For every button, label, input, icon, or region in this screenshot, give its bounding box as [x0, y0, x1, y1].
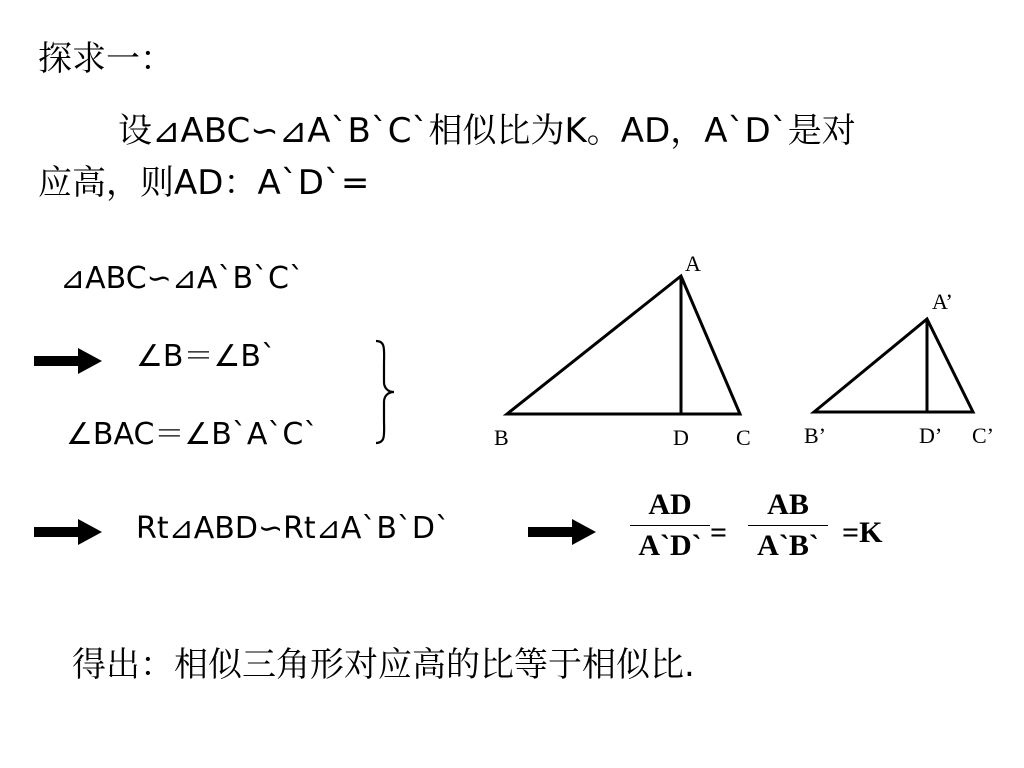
label-c-prime: C’: [972, 423, 994, 448]
label-b: B: [494, 425, 509, 450]
triangle-abc-outline: [507, 276, 740, 414]
fraction-ab: [748, 490, 828, 561]
fraction-bar: [748, 525, 828, 526]
problem-line-2: 应高，则AD：A`D`=: [38, 163, 370, 203]
problem-line-1: 设⊿ABC∽⊿A`B`C`相似比为K。AD，A`D`是对: [118, 111, 856, 151]
equals-sign: =: [710, 516, 728, 549]
conclusion-text: 得出：相似三角形对应高的比等于相似比.: [72, 645, 695, 685]
triangle-a-prime: [814, 319, 973, 412]
implies-arrow-icon: [34, 517, 104, 547]
slide-title: 探求一：: [38, 39, 174, 79]
triangle-a-prime-outline: [814, 319, 973, 412]
label-c: C: [736, 425, 751, 450]
proof-step-right-triangles: Rt⊿ABD∽Rt⊿A`B`D`: [136, 511, 451, 546]
proof-step-similar: ⊿ABC∽⊿A`B`C`: [60, 261, 304, 296]
label-a: A: [685, 251, 701, 276]
proof-step-angle-bac: ∠BAC＝∠B`A`C`: [66, 417, 319, 452]
label-d: D: [673, 425, 689, 450]
right-brace-icon: [372, 338, 400, 446]
fraction-ad: [630, 490, 710, 561]
triangles-figure: [480, 244, 1010, 460]
label-d-prime: D’: [919, 423, 943, 448]
proof-step-angle-b: ∠B＝∠B`: [136, 339, 276, 374]
label-a-prime: A’: [932, 289, 953, 314]
fraction-ad-numerator: AD: [648, 488, 692, 521]
implies-arrow-icon: [34, 346, 104, 376]
ratio-result: =K: [842, 516, 883, 549]
implies-arrow-icon: [528, 517, 598, 547]
fraction-bar: [630, 525, 710, 526]
fraction-ad-denominator: A`D`: [638, 529, 702, 562]
fraction-ab-numerator: AB: [767, 488, 809, 521]
triangle-abc: [507, 276, 740, 414]
fraction-ab-denominator: A`B`: [757, 529, 819, 562]
label-b-prime: B’: [804, 423, 826, 448]
